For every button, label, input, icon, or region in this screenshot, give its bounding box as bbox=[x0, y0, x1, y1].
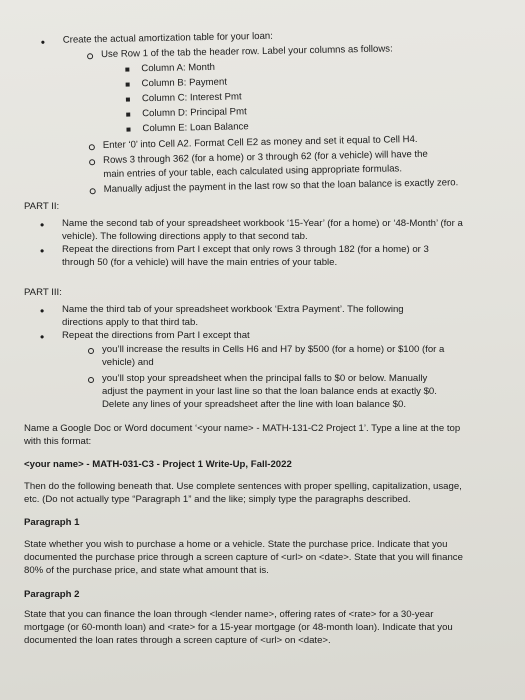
square-bullet-icon bbox=[125, 68, 129, 72]
square-bullet-icon bbox=[126, 128, 130, 132]
bullet-icon: • bbox=[40, 330, 45, 344]
part3-s1-l2: vehicle) and bbox=[102, 357, 154, 368]
part3-b1-l2: directions apply to that third tab. bbox=[62, 317, 198, 328]
paragraph2-heading: Paragraph 2 bbox=[24, 589, 80, 600]
part1-enter: Enter ‘0’ into Cell A2. Format Cell E2 as money and set it equal to Cell H4. bbox=[102, 134, 418, 152]
doc-name-l2: with this format: bbox=[24, 436, 92, 447]
paragraph1-l3: 80% of the purchase price, and state what amount that is. bbox=[24, 565, 269, 576]
part3-s2-l3: Delete any lines of your spreadsheet after the line with loan balance $0. bbox=[102, 399, 406, 410]
column-c: Column C: Interest Pmt bbox=[141, 91, 242, 105]
doc-then-l2: etc. (Do not actually type “Paragraph 1” and the like; simply type the paragraphs described. bbox=[24, 494, 411, 505]
circle-bullet-icon bbox=[87, 53, 93, 59]
part3-s2-l1: you’ll stop your spreadsheet when the principal falls to $0 or below. Manually bbox=[102, 373, 428, 384]
part2-b1-l1: Name the second tab of your spreadsheet workbook ‘15-Year’ (for a home) or ‘48-Month’ (for a bbox=[62, 218, 463, 229]
column-e: Column E: Loan Balance bbox=[142, 121, 249, 135]
part1-row1: Use Row 1 of the tab the header row. Label your columns as follows: bbox=[100, 43, 393, 61]
column-d: Column D: Principal Pmt bbox=[142, 106, 247, 120]
part2-heading: PART II: bbox=[24, 201, 60, 212]
part2-b2-l2: through 50 (for a vehicle) will have the main entries of your table. bbox=[62, 257, 338, 268]
part3-heading: PART III: bbox=[24, 287, 62, 298]
column-a: Column A: Month bbox=[141, 61, 216, 75]
paragraph1-l2: documented the purchase price through a screen capture of <url> on <date>. State that you will finance bbox=[24, 552, 463, 563]
paragraph1-heading: Paragraph 1 bbox=[24, 517, 80, 528]
bullet-icon: • bbox=[40, 244, 45, 258]
square-bullet-icon bbox=[126, 83, 130, 87]
square-bullet-icon bbox=[126, 98, 130, 102]
circle-bullet-icon bbox=[89, 159, 95, 165]
part2-b1-l2: vehicle). The following directions apply to that second tab. bbox=[62, 231, 308, 242]
part1-rows-l2: main entries of your table, each calculated using appropriate formulas. bbox=[103, 163, 403, 181]
paragraph1-l1: State whether you wish to purchase a home or a vehicle. State the purchase price. Indicate that you bbox=[24, 539, 448, 550]
bullet-icon: • bbox=[40, 35, 46, 50]
circle-bullet-icon bbox=[88, 348, 94, 354]
column-b: Column B: Payment bbox=[141, 76, 228, 90]
bullet-icon: • bbox=[40, 218, 45, 232]
part3-s1-l1: you’ll increase the results in Cells H6 and H7 by $500 (for a home) or $100 (for a bbox=[102, 344, 445, 355]
doc-format-line: <your name> - MATH-031-C3 - Project 1 Write-Up, Fall-2022 bbox=[24, 459, 292, 470]
part2-b2-l1: Repeat the directions from Part I except that only rows 3 through 182 (for a home) or 3 bbox=[62, 244, 429, 255]
doc-name-l1: Name a Google Doc or Word document ‘<your name> - MATH-131-C2 Project 1’. Type a line at the top bbox=[24, 423, 461, 434]
circle-bullet-icon bbox=[88, 377, 94, 383]
part1-manual: Manually adjust the payment in the last row so that the loan balance is exactly zero. bbox=[103, 177, 459, 196]
paragraph2-l1: State that you can finance the loan through <lender name>, offering rates of <rate> for a 30-year bbox=[24, 609, 434, 620]
doc-then-l1: Then do the following beneath that. Use complete sentences with proper spelling, capitalization, usage, bbox=[24, 481, 462, 492]
circle-bullet-icon bbox=[89, 144, 95, 150]
part3-b1-l1: Name the third tab of your spreadsheet workbook ‘Extra Payment’. The following bbox=[62, 304, 404, 315]
part3-b2-l1: Repeat the directions from Part I except that bbox=[62, 330, 250, 341]
paragraph2-l2: mortgage (or 60-month loan) and <rate> for a 15-year mortgage (or 48-month loan). Indicate that you bbox=[24, 622, 453, 633]
part1-rows-l1: Rows 3 through 362 (for a home) or 3 through 62 (for a vehicle) will have the bbox=[102, 148, 428, 167]
square-bullet-icon bbox=[126, 113, 130, 117]
paragraph2-l3: documented the loan rates through a screen capture of <url> on <date>. bbox=[24, 635, 331, 646]
part1-intro: Create the actual amortization table for your loan: bbox=[62, 30, 273, 46]
circle-bullet-icon bbox=[90, 188, 96, 194]
bullet-icon: • bbox=[40, 304, 45, 318]
part3-s2-l2: adjust the payment in your last line so that the loan balance ends at exactly $0. bbox=[102, 386, 437, 397]
